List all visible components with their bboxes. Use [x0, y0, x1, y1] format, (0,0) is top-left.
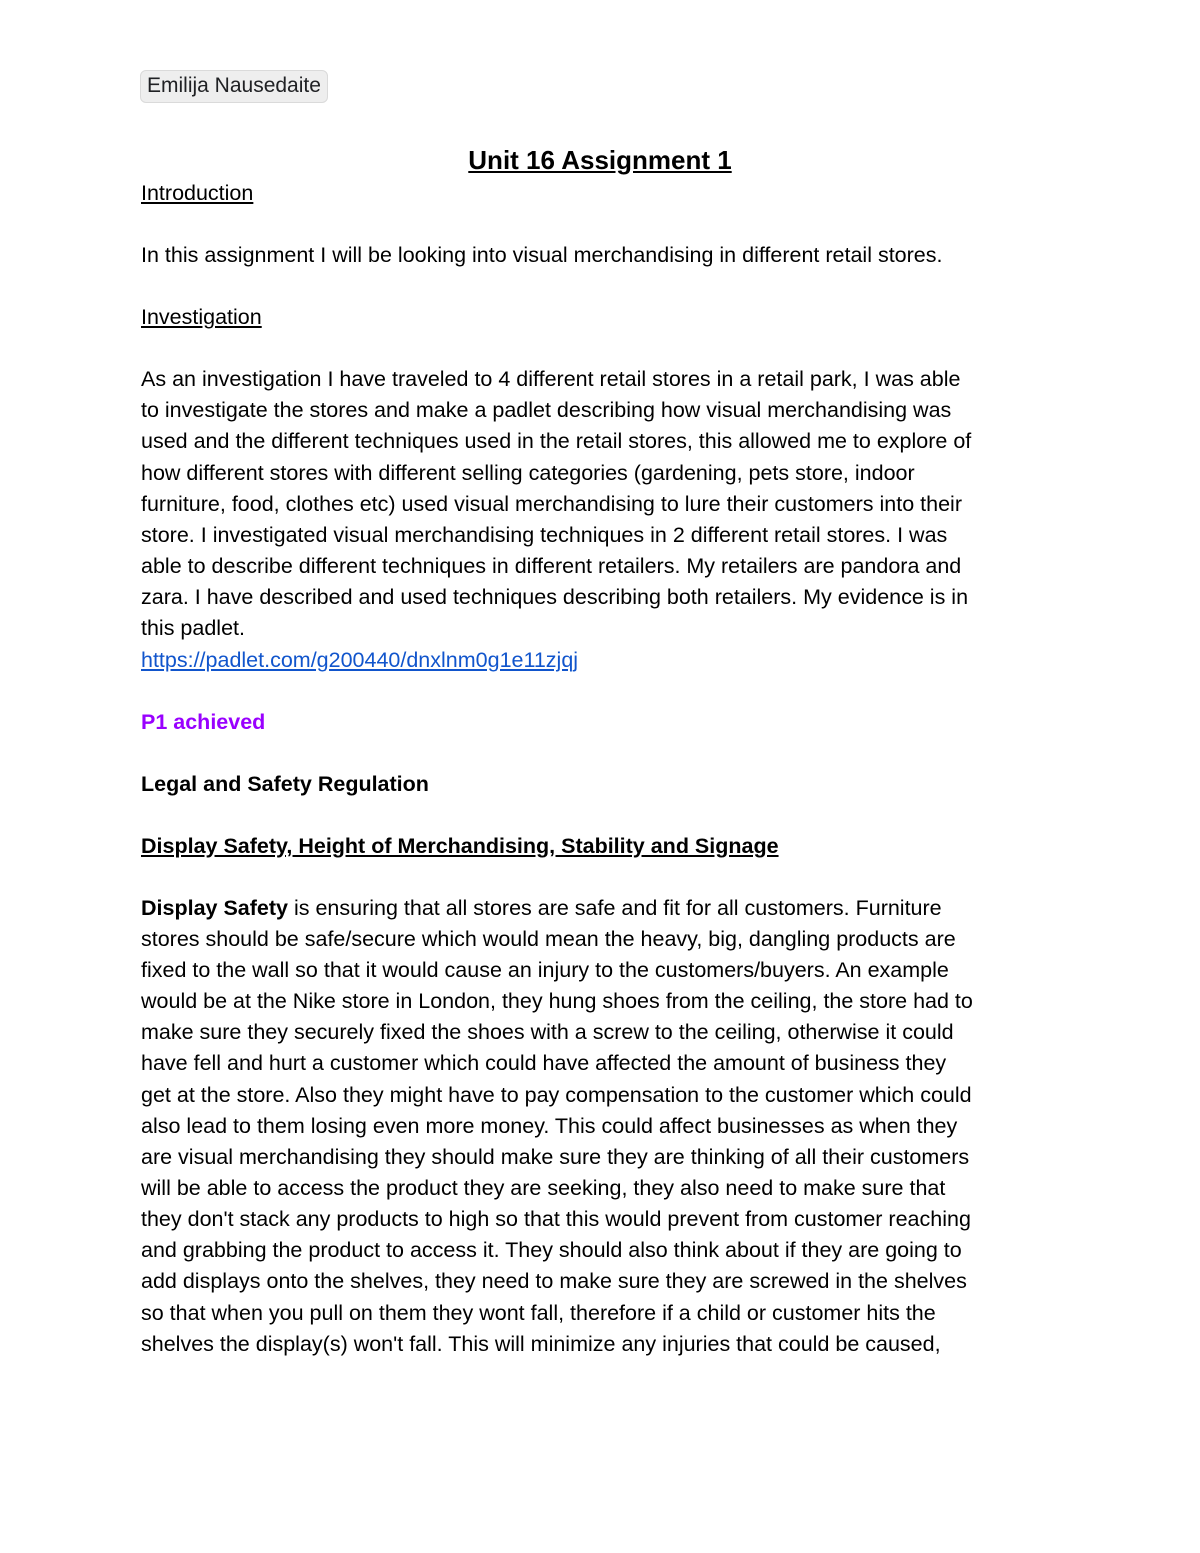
- spacer: [141, 209, 1061, 240]
- paragraph-line: how different stores with different selling categories (gardening, pets store, indoor: [141, 460, 915, 485]
- introduction-heading: Introduction: [141, 181, 254, 205]
- paragraph-line: would be at the Nike store in London, they hung shoes from the ceiling, the store had to: [141, 989, 973, 1014]
- paragraph-line: store. I investigated visual merchandising techniques in 2 different retail stores. I was: [141, 522, 948, 547]
- paragraph-line: add displays onto the shelves, they need to make sure they are screwed in the shelves: [141, 1269, 967, 1294]
- paragraph-line: zara. I have described and used techniques describing both retailers. My evidence is in: [141, 585, 969, 610]
- document-title: Unit 16 Assignment 1: [468, 145, 732, 175]
- author-chip[interactable]: Emilija Nausedaite: [140, 70, 328, 103]
- paragraph-line: so that when you pull on them they wont fall, therefore if a child or customer hits the: [141, 1300, 936, 1325]
- document-page: [141, 70, 1061, 1360]
- paragraph-line: make sure they securely fixed the shoes with a screw to the ceiling, otherwise it could: [141, 1020, 954, 1045]
- paragraph-line: get at the store. Also they might have to pay compensation to the customer which could: [141, 1082, 972, 1107]
- paragraph-line: furniture, food, clothes etc) used visual merchandising to lure their customers into their: [141, 491, 962, 516]
- paragraph-line: stores should be safe/secure which would mean the heavy, big, dangling products are: [141, 926, 956, 951]
- achievement-label: P1 achieved: [141, 709, 266, 734]
- paragraph-line: able to describe different techniques in different retailers. My retailers are pandora and: [141, 554, 962, 579]
- paragraph-line: also lead to them losing even more money. This could affect businesses as when they: [141, 1113, 958, 1138]
- paragraph-line: will be able to access the product they are seeking, they also need to make sure that: [141, 1175, 946, 1200]
- paragraph-line: and grabbing the product to access it. They should also think about if they are going to: [141, 1238, 962, 1263]
- spacer: [141, 676, 1061, 707]
- padlet-link[interactable]: https://padlet.com/g200440/dnxlnm0g1e11zjqj: [141, 647, 579, 672]
- paragraph-line: this padlet.: [141, 616, 245, 641]
- spacer: [141, 862, 1061, 893]
- paragraph-line: used and the different techniques used in the retail stores, this allowed me to explore of: [141, 429, 972, 454]
- display-safety-heading: Display Safety, Height of Merchandising, Stability and Signage: [141, 833, 779, 858]
- spacer: [141, 333, 1061, 364]
- investigation-paragraph: [141, 364, 1061, 644]
- paragraph-line: fixed to the wall so that it would cause an injury to the customers/buyers. An example: [141, 957, 949, 982]
- paragraph-line: shelves the display(s) won't fall. This will minimize any injuries that could be caused,: [141, 1331, 941, 1356]
- paragraph-line: are visual merchandising they should make sure they are thinking of all their customers: [141, 1144, 970, 1169]
- paragraph-line: they don't stack any products to high so that this would prevent from customer reaching: [141, 1207, 971, 1232]
- paragraph-line-rest: is ensuring that all stores are safe and fit for all customers. Furniture: [287, 895, 942, 920]
- legal-heading: Legal and Safety Regulation: [141, 771, 429, 796]
- investigation-heading: Investigation: [141, 305, 262, 330]
- spacer: [141, 271, 1061, 302]
- paragraph-line: [141, 893, 1061, 924]
- paragraph-line: have fell and hurt a customer which could have affected the amount of business they: [141, 1051, 947, 1076]
- display-safety-term: Display Safety: [141, 895, 288, 920]
- display-safety-paragraph: [141, 893, 1061, 1360]
- introduction-text: In this assignment I will be looking into visual merchandising in different retail stores.: [141, 243, 943, 267]
- paragraph-line: to investigate the stores and make a padlet describing how visual merchandising was: [141, 398, 952, 423]
- spacer: [141, 738, 1061, 769]
- paragraph-line: As an investigation I have traveled to 4 different retail stores in a retail park, I was able: [141, 367, 961, 392]
- spacer: [141, 800, 1061, 831]
